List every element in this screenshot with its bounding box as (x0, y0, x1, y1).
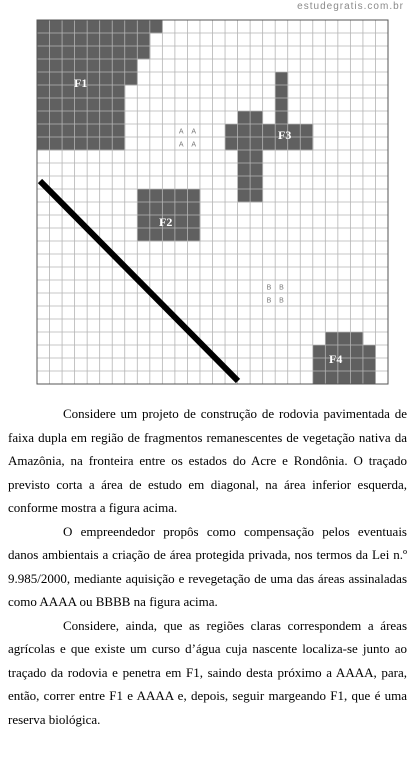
fragment-f1-cell (125, 33, 138, 46)
area-aaaa-letter: A (178, 128, 184, 136)
fragment-f1-cell (100, 33, 113, 46)
fragment-f1-cell (37, 111, 50, 124)
fragment-f2-cell (187, 202, 200, 215)
fragment-f1-cell (50, 98, 63, 111)
fragment-f3-cell (250, 189, 263, 202)
fragment-f3-cell (250, 150, 263, 163)
fragment-f1-cell (100, 98, 113, 111)
fragment-f1-cell (87, 98, 100, 111)
fragment-f1-cell (87, 72, 100, 85)
fragment-f1-cell (112, 85, 125, 98)
fragment-f1-cell (75, 46, 88, 59)
fragment-f1-cell (112, 111, 125, 124)
fragment-f1-cell (50, 59, 63, 72)
fragment-f1-cell (75, 124, 88, 137)
fragment-f4-cell (325, 332, 338, 345)
fragment-f1-cell (100, 72, 113, 85)
fragment-f3-cell (250, 137, 263, 150)
area-bbbb-letter: B (279, 284, 284, 292)
fragment-f1-cell (50, 46, 63, 59)
fragment-f3-cell (250, 124, 263, 137)
fragment-f1-cell (112, 59, 125, 72)
fragment-f1-cell (87, 59, 100, 72)
fragment-f1-cell (137, 20, 150, 33)
fragment-f1-cell (62, 59, 75, 72)
fragment-f3-cell (238, 176, 251, 189)
fragment-f1-cell (87, 124, 100, 137)
fragment-f1-cell (75, 137, 88, 150)
fragment-f1-cell (50, 85, 63, 98)
fragment-f3-cell (238, 150, 251, 163)
fragment-label-f3: F3 (278, 128, 292, 142)
fragment-f1-cell (87, 111, 100, 124)
fragment-f1-cell (150, 20, 163, 33)
fragment-f2-cell (150, 189, 163, 202)
fragment-f1-cell (125, 20, 138, 33)
fragment-f1-cell (62, 137, 75, 150)
fragment-f1-cell (125, 46, 138, 59)
fragment-f3-cell (225, 124, 238, 137)
fragment-f2-cell (175, 189, 188, 202)
fragment-f3-cell (225, 137, 238, 150)
fragment-f3-cell (238, 163, 251, 176)
area-bbbb-letter: B (266, 297, 272, 305)
fragment-f3-cell (275, 72, 288, 85)
fragment-f1-cell (87, 137, 100, 150)
fragment-f3-cell (300, 137, 313, 150)
fragment-f2-cell (137, 202, 150, 215)
fragment-f1-cell (62, 111, 75, 124)
area-bbbb-letter: B (266, 284, 272, 292)
fragment-f4-cell (313, 345, 326, 358)
fragment-f1-cell (125, 72, 138, 85)
fragment-f4-cell (363, 345, 376, 358)
fragment-f1-cell (87, 20, 100, 33)
fragment-label-f4: F4 (329, 352, 343, 366)
fragment-f1-cell (125, 59, 138, 72)
fragment-f2-cell (187, 189, 200, 202)
fragment-f1-cell (62, 124, 75, 137)
fragment-f3-cell (250, 176, 263, 189)
fragment-f4-cell (338, 332, 351, 345)
paragraph-1: Considere um projeto de construção de rodovia pavimentada de faixa dupla em região de fragmentos remanescentes de vegetação nativa da Amazônia, na fronteira entre os estados do Acre e Rondônia. O traçado previsto corta a área de estudo em diagonal, na área inferior esquerda, conforme mostra a figura acima. (8, 406, 407, 515)
fragment-f3-cell (238, 111, 251, 124)
fragment-f1-cell (62, 20, 75, 33)
fragment-f1-cell (100, 124, 113, 137)
fragment-f1-cell (112, 98, 125, 111)
fragment-f1-cell (87, 85, 100, 98)
fragment-label-f1: F1 (74, 76, 88, 90)
fragment-f4-cell (325, 371, 338, 384)
fragment-f1-cell (37, 72, 50, 85)
fragment-f4-cell (350, 358, 363, 371)
fragment-f1-cell (37, 85, 50, 98)
fragment-f2-cell (137, 215, 150, 228)
fragment-f4-cell (313, 358, 326, 371)
fragment-f1-cell (75, 111, 88, 124)
fragment-f1-cell (87, 46, 100, 59)
fragment-f3-cell (250, 163, 263, 176)
area-aaaa-letter: A (191, 128, 197, 136)
fragment-f4-cell (350, 332, 363, 345)
fragment-f1-cell (50, 72, 63, 85)
fragment-f3-cell (238, 189, 251, 202)
fragment-f1-cell (62, 46, 75, 59)
fragment-f3-cell (275, 98, 288, 111)
area-aaaa-letter: A (178, 141, 184, 149)
fragment-f1-cell (75, 20, 88, 33)
fragment-f1-cell (50, 111, 63, 124)
fragment-f1-cell (112, 33, 125, 46)
fragment-f3-cell (300, 124, 313, 137)
fragment-f1-cell (75, 59, 88, 72)
fragment-f3-cell (275, 111, 288, 124)
fragment-f1-cell (100, 85, 113, 98)
fragment-f1-cell (50, 137, 63, 150)
fragment-f3-cell (238, 137, 251, 150)
fragment-f1-cell (112, 72, 125, 85)
fragment-f1-cell (100, 59, 113, 72)
fragment-f2-cell (162, 202, 175, 215)
fragment-f2-cell (175, 215, 188, 228)
paragraph-3: Considere, ainda, que as regiões claras correspondem a áreas agrícolas e que existe um curso d’água cuja nascente localiza-se junto ao traçado da rodovia e penetra em F1, saindo desta próximo a AAAA, para, então, correr entre F1 e AAAA e, depois, seguir margeando F1, que é uma reserva biológica. (8, 617, 407, 727)
fragment-f4-cell (338, 371, 351, 384)
fragment-f1-cell (100, 111, 113, 124)
fragment-f4-cell (350, 345, 363, 358)
fragment-f1-cell (62, 98, 75, 111)
fragment-f3-cell (263, 124, 276, 137)
fragment-f1-cell (112, 124, 125, 137)
fragment-f4-cell (313, 371, 326, 384)
fragment-f2-cell (137, 189, 150, 202)
fragment-f1-cell (137, 46, 150, 59)
fragment-f1-cell (37, 124, 50, 137)
fragment-f1-cell (50, 124, 63, 137)
fragment-f1-cell (100, 137, 113, 150)
fragment-f4-cell (350, 371, 363, 384)
fragment-f1-cell (87, 33, 100, 46)
fragment-f1-cell (37, 137, 50, 150)
site-watermark: estudegratis.com.br (297, 1, 404, 12)
fragment-f4-cell (363, 371, 376, 384)
fragment-f3-cell (238, 124, 251, 137)
fragment-f2-cell (150, 228, 163, 241)
fragment-f1-cell (37, 33, 50, 46)
fragment-f4-cell (363, 358, 376, 371)
fragment-f1-cell (50, 20, 63, 33)
fragment-f1-cell (112, 137, 125, 150)
fragment-f1-cell (100, 20, 113, 33)
question-text (8, 402, 407, 731)
fragment-f1-cell (75, 98, 88, 111)
fragment-f3-cell (263, 137, 276, 150)
fragment-f1-cell (37, 46, 50, 59)
fragment-f3-cell (275, 85, 288, 98)
fragment-f1-cell (137, 33, 150, 46)
fragment-f2-cell (187, 228, 200, 241)
fragment-f3-cell (250, 111, 263, 124)
fragment-f2-cell (137, 228, 150, 241)
fragment-f2-cell (162, 189, 175, 202)
fragment-f2-cell (175, 228, 188, 241)
area-bbbb-letter: B (279, 297, 284, 305)
fragment-f2-cell (187, 215, 200, 228)
fragment-f1-cell (62, 33, 75, 46)
fragment-f1-cell (112, 20, 125, 33)
fragment-f1-cell (100, 46, 113, 59)
fragment-f1-cell (37, 20, 50, 33)
fragment-f1-cell (50, 33, 63, 46)
fragment-f2-cell (150, 202, 163, 215)
fragment-f1-cell (37, 98, 50, 111)
area-aaaa-letter: A (191, 141, 197, 149)
fragment-f1-cell (112, 46, 125, 59)
fragment-f1-cell (75, 33, 88, 46)
paragraph-2: O empreendedor propôs como compensação pelos eventuais danos ambientais a criação de área protegida privada, nos termos da Lei n.º 9.985/2000, mediante aquisição e revegetação de uma das áreas assinaladas como AAAA ou BBBB na figura acima. (8, 523, 407, 609)
fragment-f1-cell (37, 59, 50, 72)
fragment-f2-cell (162, 228, 175, 241)
fragment-label-f2: F2 (159, 215, 173, 229)
fragment-f2-cell (175, 202, 188, 215)
